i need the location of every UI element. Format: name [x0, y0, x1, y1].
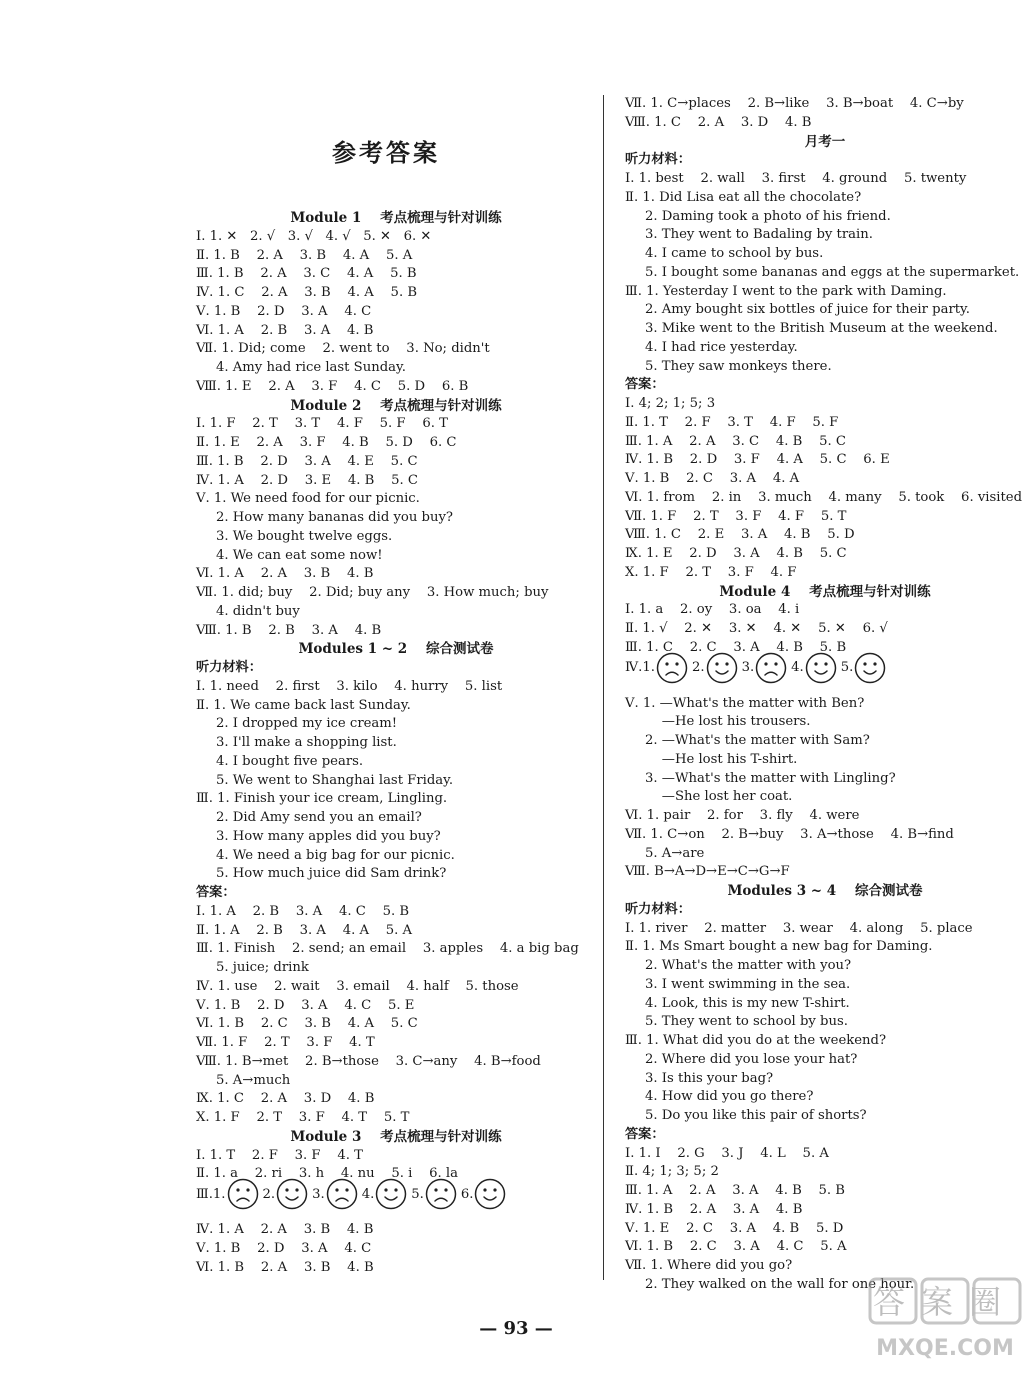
answer-line: Ⅴ. 1. E 2. C 3. A 4. B 5. D [625, 1220, 844, 1236]
answer-line: Ⅰ. 1. I 2. G 3. J 4. L 5. A [625, 1145, 829, 1161]
answer-line: 5. How much juice did Sam drink? [216, 866, 447, 882]
answer-line: Ⅳ. 1. B 2. A 3. A 4. B [625, 1201, 803, 1217]
answer-line: 4. didn't buy [216, 603, 300, 619]
answer-line: 3. Is this your bag? [645, 1070, 774, 1086]
answer-line: 5. A→much [216, 1072, 291, 1088]
answer-line: 4. Amy had rice last Sunday. [216, 360, 406, 375]
happy-face-icon [474, 1178, 506, 1210]
sad-face-icon [326, 1178, 358, 1210]
answer-line: 3. How many apples did you buy? [216, 828, 441, 844]
section-label: 听力材料： [196, 660, 262, 675]
answer-line: Ⅳ. 1. B 2. D 3. F 4. A 5. C 6. E [625, 452, 890, 468]
answer-line: Ⅱ. 1. a 2. ri 3. h 4. nu 5. i 6. la [196, 1166, 458, 1182]
answer-line: 5. A→are [645, 845, 705, 861]
answer-line: Ⅵ. 1. from 2. in 3. much 4. many 5. took 6. visited [625, 489, 1023, 505]
section-heading: Module 2 考点梳理与针对训练 [290, 397, 502, 414]
answer-line: Ⅰ. 4; 2; 1; 5; 3 [625, 396, 716, 411]
watermark-top-text: 答案圈 [872, 1283, 1018, 1321]
answer-line: 4. We can eat some now! [216, 547, 383, 563]
face-choice-item [692, 652, 738, 684]
section-label: 听力材料： [625, 901, 691, 917]
answer-line: Ⅹ. 1. F 2. T 3. F 4. T 5. T [196, 1110, 410, 1125]
answer-line: Ⅷ. 1. B→met 2. B→those 3. C→any 4. B→food [196, 1053, 541, 1069]
answer-line: 3. They went to Badaling by train. [645, 227, 873, 243]
answer-line: Ⅰ. 1. need 2. first 3. kilo 4. hurry 5. list [196, 678, 503, 694]
answer-line: 2. Did Amy send you an email? [216, 810, 422, 825]
section-label: 答案： [625, 377, 665, 393]
answer-line: 5. They saw monkeys there. [645, 358, 832, 374]
answer-line: Ⅰ. 1. A 2. B 3. A 4. C 5. B [196, 903, 410, 919]
answer-line: 4. Look, this is my new T-shirt. [645, 995, 850, 1011]
answer-line: 5. I bought some bananas and eggs at the supermarket. [645, 264, 1020, 280]
section-label: 答案： [625, 1126, 665, 1142]
answer-line: Ⅷ. 1. C 2. A 3. D 4. B [625, 114, 812, 130]
answer-line: Ⅵ. 1. B 2. A 3. B 4. B [196, 1259, 374, 1275]
answer-line: Ⅵ. 1. A 2. A 3. B 4. B [196, 566, 374, 582]
answer-line: 2. Where did you lose your hat? [645, 1051, 858, 1067]
answer-line: 4. I had rice yesterday. [645, 339, 798, 355]
answer-line: Ⅴ. 1. B 2. C 3. A 4. A [625, 471, 800, 486]
answer-line: —He lost his T-shirt. [645, 751, 798, 767]
answer-line: Ⅶ. 1. C→on 2. B→buy 3. A→those 4. B→find [625, 826, 954, 842]
sad-face-icon [755, 652, 787, 684]
face-choice-item [263, 1178, 309, 1210]
face-choice-row [196, 1177, 510, 1211]
answer-line: Ⅰ. 1. river 2. matter 3. wear 4. along 5. place [625, 920, 973, 936]
answer-line: Ⅲ. 1. B 2. A 3. C 4. A 5. B [196, 266, 417, 282]
item-number: 1. [212, 1186, 226, 1202]
answer-line: Ⅷ. 1. E 2. A 3. F 4. C 5. D 6. B [196, 378, 469, 394]
section-heading: Modules 1 ~ 2 综合测试卷 [298, 641, 494, 658]
face-choice-item [411, 1178, 457, 1210]
answer-line: 3. We bought twelve eggs. [216, 528, 393, 544]
column-divider [603, 95, 604, 1280]
item-number: 4. [791, 660, 804, 675]
sad-face-icon [227, 1178, 259, 1210]
answer-line: Ⅱ. 4; 1; 3; 5; 2 [625, 1164, 719, 1180]
answer-line: Ⅰ. 1. a 2. oy 3. oa 4. i [625, 602, 800, 618]
answer-line: Ⅴ. 1. —What's the matter with Ben? [625, 695, 865, 711]
answer-line: Ⅰ. 1. best 2. wall 3. first 4. ground 5. twenty [625, 171, 967, 186]
sad-face-icon [656, 652, 688, 684]
answer-line: Ⅰ. 1. T 2. F 3. F 4. T [196, 1147, 363, 1163]
answer-line: —He lost his trousers. [645, 714, 811, 730]
face-choice-item [213, 1178, 259, 1210]
item-number: 3. [312, 1186, 325, 1202]
answer-line: 3. —What's the matter with Lingling? [645, 770, 896, 786]
answer-line: Ⅶ. 1. Where did you go? [625, 1258, 793, 1273]
section-heading: Module 3 考点梳理与针对训练 [290, 1128, 502, 1145]
face-choice-item [642, 652, 688, 684]
answer-line: Ⅱ. 1. Did Lisa eat all the chocolate? [625, 189, 862, 205]
answer-line: Ⅲ. 1. C 2. C 3. A 4. B 5. B [625, 639, 847, 655]
answer-line: 5. We went to Shanghai last Friday. [216, 772, 454, 788]
item-number: 2. [691, 660, 705, 675]
answer-line: Ⅱ. 1. A 2. B 3. A 4. A 5. A [196, 922, 413, 938]
answer-line: Ⅱ. 1. Ms Smart bought a new bag for Daming. [625, 939, 933, 955]
answer-line: Ⅳ. 1. C 2. A 3. B 4. A 5. B [196, 285, 418, 300]
answer-line: Ⅸ. 1. E 2. D 3. A 4. B 5. C [625, 546, 847, 561]
answer-line: Ⅵ. 1. B 2. C 3. B 4. A 5. C [196, 1016, 418, 1032]
answer-line: 2. They walked on the wall for one hour. [645, 1276, 915, 1292]
answer-line: Ⅸ. 1. C 2. A 3. D 4. B [196, 1091, 375, 1107]
answer-line: Ⅵ. 1. A 2. B 3. A 4. B [196, 322, 374, 338]
item-number: 3. [741, 660, 755, 675]
answer-line: Ⅷ. 1. C 2. E 3. A 4. B 5. D [625, 527, 855, 543]
answer-line: —She lost her coat. [645, 789, 793, 805]
section-label: 听力材料： [625, 152, 691, 168]
item-number: 2. [262, 1186, 276, 1202]
answer-line: 5. juice; drink [216, 960, 309, 975]
answer-line: Ⅴ. 1. We need food for our picnic. [196, 491, 420, 507]
section-heading: Modules 3 ~ 4 综合测试卷 [727, 883, 923, 899]
watermark-bottom-text: MXQE.COM [876, 1336, 1014, 1361]
face-choice-row [625, 651, 890, 685]
happy-face-icon [276, 1178, 308, 1210]
answer-line: Ⅷ. B→A→D→E→C→G→F [625, 864, 790, 880]
answer-line: Ⅴ. 1. B 2. D 3. A 4. C [196, 303, 372, 319]
answer-line: Ⅰ. 1. ✕ 2. √ 3. √ 4. √ 5. ✕ 6. ✕ [196, 228, 432, 244]
answer-line: Ⅶ. 1. did; buy 2. Did; buy any 3. How much; buy [196, 585, 549, 600]
answer-line: 4. I bought five pears. [216, 753, 364, 769]
happy-face-icon [375, 1178, 407, 1210]
item-number: 4. [361, 1186, 375, 1202]
page-title: 参考答案 [332, 138, 440, 167]
face-choice-item [742, 652, 788, 684]
answer-line: 4. How did you go there? [645, 1089, 814, 1105]
item-number: 5. [411, 1186, 424, 1202]
answer-line: Ⅲ. 1. A 2. A 3. C 4. B 5. C [625, 433, 846, 449]
answer-line: Ⅵ. 1. pair 2. for 3. fly 4. were [625, 808, 860, 823]
watermark-logo [864, 1275, 1026, 1367]
answer-line: Ⅵ. 1. B 2. C 3. A 4. C 5. A [625, 1239, 847, 1255]
question-number: Ⅲ. [196, 1186, 213, 1202]
answer-line: Ⅴ. 1. B 2. D 3. A 4. C 5. E [196, 997, 415, 1013]
happy-face-icon [706, 652, 738, 684]
answer-line: Ⅲ. 1. Finish your ice cream, Lingling. [196, 791, 448, 807]
answer-line: Ⅶ. 1. F 2. T 3. F 4. T [196, 1035, 375, 1050]
happy-face-icon [854, 652, 886, 684]
happy-face-icon [805, 652, 837, 684]
face-choice-item [312, 1178, 358, 1210]
answer-line: 2. What's the matter with you? [645, 958, 852, 973]
face-choice-item [841, 652, 887, 684]
answer-line: Ⅱ. 1. √ 2. ✕ 3. ✕ 4. ✕ 5. ✕ 6. √ [625, 621, 888, 636]
page-number: — 93 — [479, 1318, 553, 1339]
sad-face-icon [425, 1178, 457, 1210]
answer-line: Ⅱ. 1. B 2. A 3. B 4. A 5. A [196, 247, 413, 263]
answer-line: Ⅰ. 1. F 2. T 3. T 4. F 5. F 6. T [196, 416, 448, 432]
answer-line: Ⅳ. 1. A 2. D 3. E 4. B 5. C [196, 472, 419, 488]
answer-line: Ⅲ. 1. Finish 2. send; an email 3. apples 4. a big bag [196, 941, 579, 957]
answer-line: 5. Do you like this pair of shorts? [645, 1108, 867, 1123]
question-number: Ⅳ. [625, 660, 643, 675]
answer-line: Ⅴ. 1. B 2. D 3. A 4. C [196, 1240, 372, 1256]
answer-line: 2. I dropped my ice cream! [216, 716, 398, 732]
answer-line: Ⅷ. 1. B 2. B 3. A 4. B [196, 622, 382, 638]
section-heading: 月考一 [804, 133, 846, 150]
answer-line: 2. —What's the matter with Sam? [645, 733, 870, 748]
answer-line: Ⅶ. 1. F 2. T 3. F 4. F 5. T [625, 508, 847, 524]
face-choice-item [791, 652, 837, 684]
answer-line: 2. Daming took a photo of his friend. [645, 208, 891, 224]
item-number: 1. [642, 660, 655, 675]
answer-line: 2. How many bananas did you buy? [216, 510, 453, 525]
face-choice-item [461, 1178, 507, 1210]
answer-line: Ⅲ. 1. B 2. D 3. A 4. E 5. C [196, 453, 418, 469]
answer-line: Ⅲ. 1. What did you do at the weekend? [625, 1033, 887, 1048]
answer-line: Ⅳ. 1. A 2. A 3. B 4. B [196, 1222, 374, 1237]
face-choice-item [362, 1178, 408, 1210]
answer-line: 3. Mike went to the British Museum at the weekend. [645, 321, 998, 336]
answer-line: 3. I went swimming in the sea. [645, 976, 851, 992]
answer-line: 4. I came to school by bus. [645, 246, 824, 261]
item-number: 5. [840, 660, 854, 675]
section-heading: Module 4 考点梳理与针对训练 [719, 583, 931, 600]
answer-line: Ⅹ. 1. F 2. T 3. F 4. F [625, 564, 797, 580]
answer-line: Ⅲ. 1. A 2. A 3. A 4. B 5. B [625, 1183, 845, 1198]
answer-line: 5. They went to school by bus. [645, 1014, 848, 1030]
answer-line: 2. Amy bought six bottles of juice for their party. [645, 302, 970, 318]
answer-line: 4. We need a big bag for our picnic. [216, 847, 455, 863]
answer-line: 3. I'll make a shopping list. [216, 735, 397, 750]
answer-line: Ⅲ. 1. Yesterday I went to the park with Daming. [625, 283, 947, 299]
answer-line: Ⅶ. 1. Did; come 2. went to 3. No; didn't [196, 341, 490, 357]
answer-line: Ⅱ. 1. T 2. F 3. T 4. F 5. F [625, 414, 839, 430]
answer-line: Ⅶ. 1. C→places 2. B→like 3. B→boat 4. C→by [625, 96, 964, 111]
section-heading: Module 1 考点梳理与针对训练 [290, 210, 502, 226]
section-label: 答案： [196, 885, 236, 900]
item-number: 6. [460, 1186, 474, 1202]
answer-line: Ⅱ. 1. E 2. A 3. F 4. B 5. D 6. C [196, 435, 457, 450]
answer-line: Ⅱ. 1. We came back last Sunday. [196, 697, 411, 713]
answer-line: Ⅳ. 1. use 2. wait 3. email 4. half 5. those [196, 978, 519, 994]
